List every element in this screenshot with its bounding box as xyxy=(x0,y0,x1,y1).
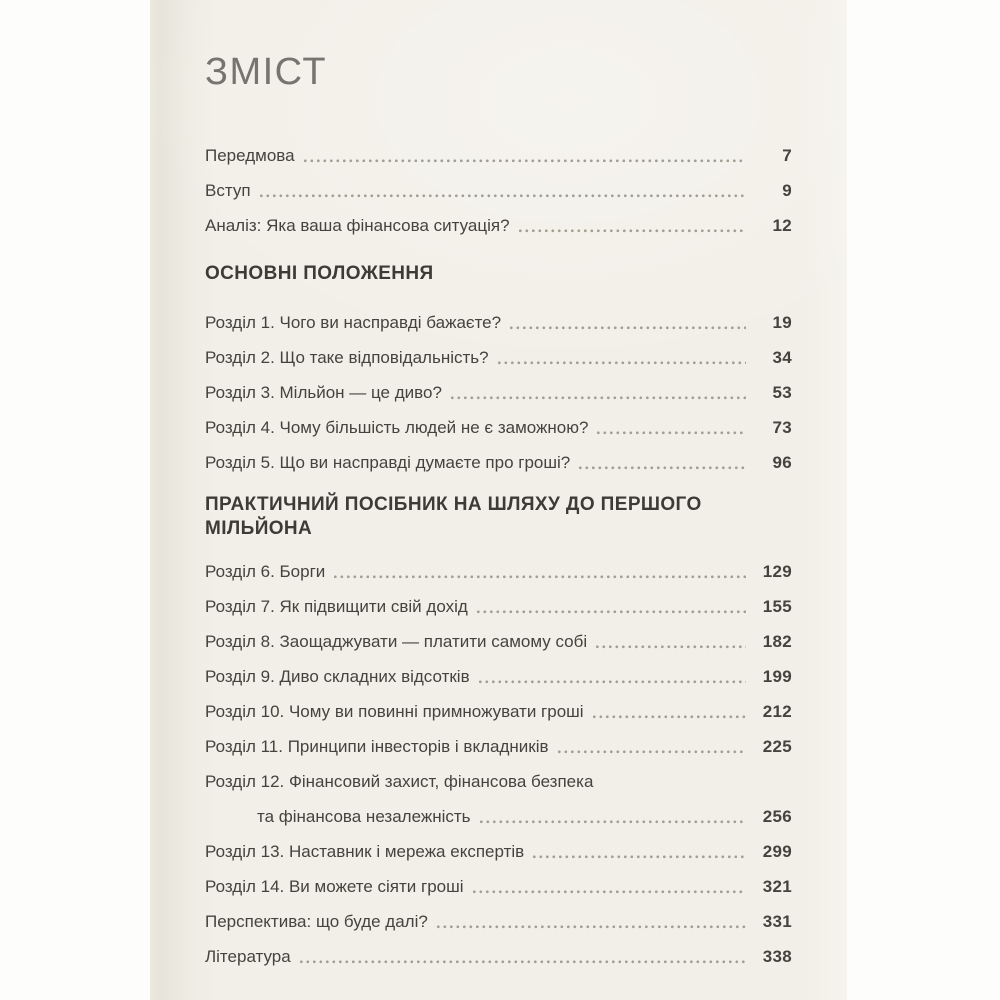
toc-entry xyxy=(205,181,792,201)
toc-section-practice xyxy=(205,493,792,897)
book-page xyxy=(150,0,847,1000)
toc-entry-label: Розділ 1. Чого ви насправді бажаєте? xyxy=(205,313,502,332)
toc-entry xyxy=(205,348,792,368)
dot-leader xyxy=(533,855,746,859)
toc-entry-label: та фінансова незалежність xyxy=(257,807,471,826)
toc-entry-label: Розділ 7. Як підвищити свій дохід xyxy=(205,597,468,616)
toc-entry-label: Розділ 2. Що таке відповідальність? xyxy=(205,348,489,367)
toc-page-number: 12 xyxy=(772,216,792,235)
toc-page-number: 256 xyxy=(762,807,792,826)
dot-leader xyxy=(479,680,746,684)
dot-leader xyxy=(510,326,746,330)
toc-entry-label: Розділ 3. Мільйон — це диво? xyxy=(205,383,442,402)
toc-entry xyxy=(205,912,792,932)
toc-back-list xyxy=(205,912,792,967)
toc-entry-label: Перспектива: що буде далі? xyxy=(205,912,428,931)
dot-leader xyxy=(473,890,746,894)
toc-section-heading: ПРАКТИЧНИЙ ПОСІБНИК НА ШЛЯХУ ДО ПЕРШОГО МІЛЬЙОНА xyxy=(205,494,702,539)
toc-entry xyxy=(205,216,792,236)
toc-page-number: 299 xyxy=(762,842,792,861)
dot-leader xyxy=(437,925,746,929)
toc-page-number: 225 xyxy=(762,737,792,756)
table-of-contents xyxy=(205,146,792,967)
dot-leader xyxy=(480,820,746,824)
toc-page-number: 53 xyxy=(772,383,792,402)
toc-entry xyxy=(205,418,792,438)
toc-page-number: 182 xyxy=(762,632,792,651)
toc-page-number: 34 xyxy=(772,348,792,367)
dot-leader xyxy=(596,645,746,649)
toc-entry-label: Розділ 12. Фінансовий захист, фінансова безпека xyxy=(205,772,594,791)
toc-page-number: 19 xyxy=(772,313,792,332)
toc-entry xyxy=(205,842,792,862)
dot-leader xyxy=(579,466,746,470)
toc-entry-label: Розділ 8. Заощаджувати — платити самому собі xyxy=(205,632,588,651)
toc-entry xyxy=(205,632,792,652)
toc-entry xyxy=(205,562,792,582)
toc-entry xyxy=(205,702,792,722)
toc-entry-label: Розділ 6. Борги xyxy=(205,562,326,581)
dot-leader xyxy=(498,361,746,365)
toc-page-number: 321 xyxy=(762,877,792,896)
dot-leader xyxy=(304,159,746,163)
page-title: ЗМІСТ xyxy=(205,51,328,93)
toc-page-number: 338 xyxy=(762,947,792,966)
toc-page-number: 7 xyxy=(782,146,792,165)
toc-front-list xyxy=(205,146,792,236)
dot-leader xyxy=(558,750,746,754)
toc-page-number: 73 xyxy=(772,418,792,437)
toc-entry-label: Розділ 5. Що ви насправді думаєте про гроші? xyxy=(205,453,571,472)
toc-page-number: 129 xyxy=(762,562,792,581)
dot-leader xyxy=(334,575,746,579)
dot-leader xyxy=(593,715,746,719)
toc-page-number: 331 xyxy=(762,912,792,931)
toc-entry xyxy=(205,597,792,617)
toc-entry-label: Розділ 11. Принципи інвесторів і вкладників xyxy=(205,737,549,756)
toc-entry xyxy=(205,146,792,166)
toc-entry xyxy=(205,737,792,757)
dot-leader xyxy=(260,194,746,198)
toc-entry xyxy=(205,877,792,897)
toc-page-number: 212 xyxy=(762,702,792,721)
toc-entry xyxy=(205,313,792,333)
toc-entry-label: Розділ 10. Чому ви повинні примножувати гроші xyxy=(205,702,584,721)
toc-entry-label: Розділ 14. Ви можете сіяти гроші xyxy=(205,877,464,896)
toc-section-heading: ОСНОВНІ ПОЛОЖЕННЯ xyxy=(205,263,434,284)
toc-entry xyxy=(205,383,792,403)
dot-leader xyxy=(597,431,746,435)
dot-leader xyxy=(451,396,746,400)
toc-entry-label: Розділ 9. Диво складних відсотків xyxy=(205,667,470,686)
toc-page-number: 155 xyxy=(762,597,792,616)
toc-section-basics xyxy=(205,262,792,473)
toc-entry-label: Розділ 13. Наставник і мережа експертів xyxy=(205,842,525,861)
toc-page-number: 9 xyxy=(782,181,792,200)
toc-entry-two-line xyxy=(205,772,792,827)
toc-entry-label: Вступ xyxy=(205,181,251,200)
toc-entry-label: Передмова xyxy=(205,146,295,165)
toc-entry-label: Аналіз: Яка ваша фінансова ситуація? xyxy=(205,216,510,235)
toc-entry xyxy=(205,807,792,827)
toc-entry-label: Розділ 4. Чому більшість людей не є заможною? xyxy=(205,418,589,437)
toc-entry-label: Література xyxy=(205,947,291,966)
toc-entry xyxy=(205,453,792,473)
toc-page-number: 199 xyxy=(762,667,792,686)
dot-leader xyxy=(519,229,746,233)
toc-entry xyxy=(205,947,792,967)
dot-leader xyxy=(300,960,746,964)
toc-entry xyxy=(205,667,792,687)
dot-leader xyxy=(477,610,746,614)
toc-page-number: 96 xyxy=(772,453,792,472)
